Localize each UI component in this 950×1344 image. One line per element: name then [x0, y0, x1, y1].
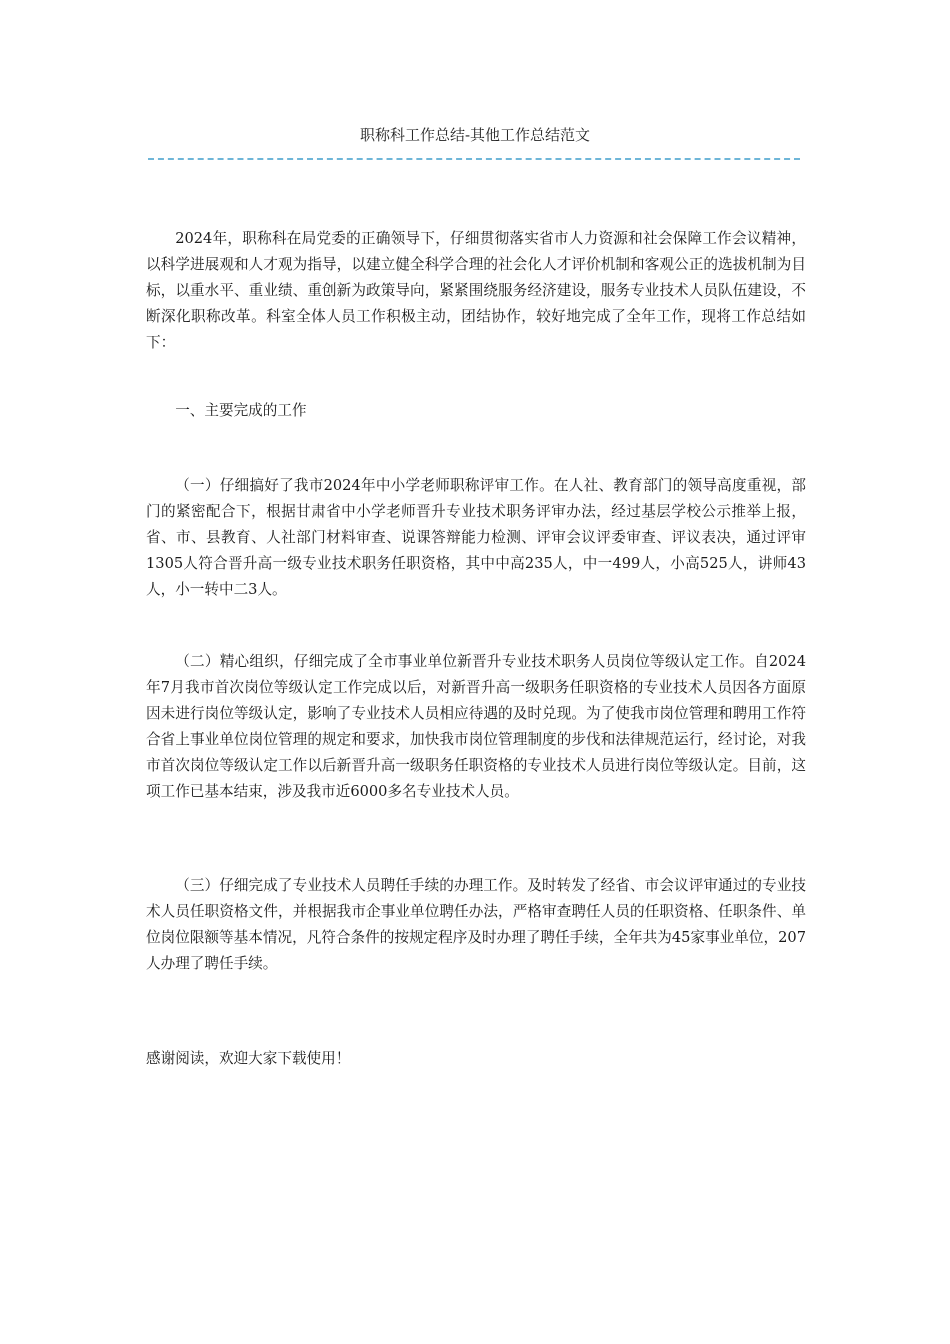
section-heading-main-work: 一、主要完成的工作: [175, 402, 307, 419]
intro-paragraph: 2024年，职称科在局党委的正确领导下，仔细贯彻落实省市人力资源和社会保障工作会议精神，以科学进展观和人才观为指导，以建立健全科学合理的社会化人才评价机制和客观公正的选拔机制为目标，以重水平、重业绩、重创新为政策导向，紧紧围绕服务经济建设，服务专业技术人员队伍建设，不断深化职称改革。科室全体人员工作积极主动，团结协作，较好地完成了全年工作，现将工作总结如下：: [146, 230, 806, 351]
work-item-2: （二）精心组织，仔细完成了全市事业单位新晋升专业技术职务人员岗位等级认定工作。自2024年7月我市首次岗位等级认定工作完成以后，对新晋升高一级职务任职资格的专业技术人员因各方面原因未进行岗位等级认定，影响了专业技术人员相应待遇的及时兑现。为了使我市岗位管理和聘用工作符合省上事业单位岗位管理的规定和要求，加快我市岗位管理制度的步伐和法律规范运行，经讨论，对我市首次岗位等级认定工作以后新晋升高一级职务任职资格的专业技术人员进行岗位等级认定。目前，这项工作已基本结束，涉及我市近6000多名专业技术人员。: [146, 653, 806, 800]
document-title: 职称科工作总结-其他工作总结范文: [359, 126, 591, 144]
closing-line: 感谢阅读，欢迎大家下载使用！: [146, 1050, 351, 1067]
title-divider: [148, 158, 800, 160]
work-item-3: （三）仔细完成了专业技术人员聘任手续的办理工作。及时转发了经省、市会议评审通过的专业技术人员任职资格文件，并根据我市企事业单位聘任办法，严格审查聘任人员的任职资格、任职条件、单位岗位限额等基本情况，凡符合条件的按规定程序及时办理了聘任手续，全年共为45家事业单位，207人办理了聘任手续。: [146, 877, 806, 972]
work-item-1: （一）仔细搞好了我市2024年中小学老师职称评审工作。在人社、教育部门的领导高度重视，部门的紧密配合下，根据甘肃省中小学老师晋升专业技术职务评审办法，经过基层学校公示推举上报，省、市、县教育、人社部门材料审查、说课答辩能力检测、评审会议评委审查、评议表决，通过评审1305人符合晋升高一级专业技术职务任职资格，其中中高235人，中一499人，小高525人，讲师43人，小一转中二3人。: [146, 477, 806, 598]
